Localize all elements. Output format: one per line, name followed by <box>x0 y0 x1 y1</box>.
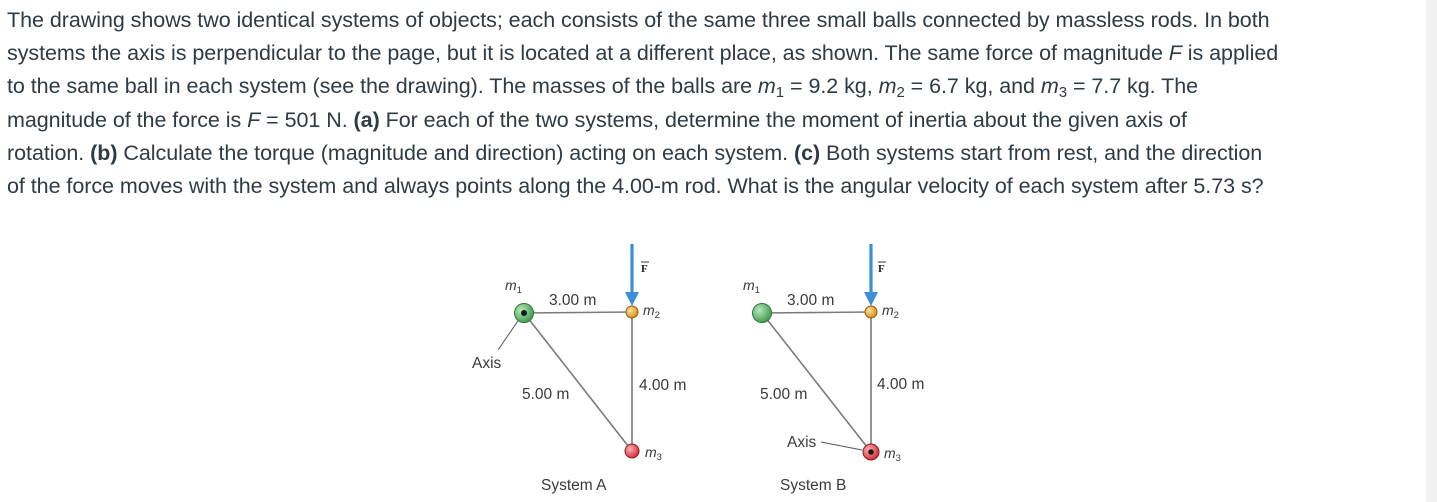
system-b-caption: System B <box>780 477 847 494</box>
text-run: is applied <box>1181 41 1279 66</box>
force-label: F <box>641 263 648 275</box>
text-run: = 6.7 kg, and <box>904 74 1041 99</box>
text-run: = 7.7 kg. The <box>1067 74 1199 99</box>
mass-label-m1: $m_1$ <box>743 277 760 296</box>
axis-pointer <box>821 442 862 450</box>
force-label: F <box>878 263 885 275</box>
dim-label-vertical: 4.00 m <box>639 377 687 394</box>
system-b-diagram <box>743 244 924 494</box>
ball-m2 <box>626 306 638 318</box>
ball-m3 <box>625 444 639 458</box>
mass-symbol: m <box>1040 74 1059 99</box>
text-run: systems the axis is perpendicular to the page, but it is located at a different place, as shown. The same force of magnitude <box>7 41 1169 66</box>
force-symbol: F <box>247 107 261 132</box>
mass-symbol: m <box>878 74 897 99</box>
mass-label-m2: $m_2$ <box>643 302 660 321</box>
text-run: For each of the two systems, determine the moment of inertia about the given axis of <box>379 107 1187 132</box>
text-run: Calculate the torque (magnitude and direction) acting on each system. <box>117 140 794 165</box>
part-a-label: (a) <box>353 107 380 132</box>
mass-label-m3: $m_3$ <box>884 445 901 464</box>
mass-label-m1: $m_1$ <box>505 277 522 296</box>
axis-pointer <box>498 318 520 350</box>
text-run: of the force moves with the system and always points along the 4.00-m rod. What is the angular velocity of each system after 5.73 s? <box>7 174 1264 199</box>
part-b-label: (b) <box>90 140 118 165</box>
mass-subscript: 3 <box>1058 84 1068 102</box>
rod-top <box>524 312 632 313</box>
dim-label-top: 3.00 m <box>549 292 597 309</box>
ball-m1 <box>753 304 772 323</box>
force-arrow <box>625 244 639 306</box>
system-a-diagram <box>472 244 686 494</box>
text-run: magnitude of the force is <box>7 107 248 132</box>
text-run: = 9.2 kg, <box>784 74 879 99</box>
part-c-label: (c) <box>793 140 821 165</box>
force-symbol: F <box>1168 41 1182 66</box>
ball-m3 <box>863 444 879 460</box>
ball-m1 <box>515 304 534 323</box>
mass-subscript: 2 <box>896 84 905 102</box>
force-arrow <box>864 244 878 306</box>
axis-label: Axis <box>787 434 817 451</box>
dim-label-diagonal: 5.00 m <box>760 386 808 403</box>
text-run: The drawing shows two identical systems of objects; each consists of the same three small balls connected by massless rods. In both <box>7 8 1270 32</box>
rod-top <box>762 312 871 313</box>
ball-m2 <box>865 306 877 318</box>
text-run: to the same ball in each system (see the drawing). The masses of the balls are <box>7 74 758 99</box>
axis-label: Axis <box>472 355 502 372</box>
text-run: rotation. <box>7 140 91 165</box>
dim-label-top: 3.00 m <box>787 292 835 309</box>
dim-label-vertical: 4.00 m <box>877 376 925 393</box>
dim-label-diagonal: 5.00 m <box>522 386 570 403</box>
mass-label-m2: $m_2$ <box>882 302 899 321</box>
mass-subscript: 1 <box>775 84 785 102</box>
system-a-caption: System A <box>541 477 607 494</box>
text-run: = 501 N. <box>260 107 354 132</box>
text-run: Both systems start from rest, and the direction <box>820 140 1263 165</box>
mass-label-m3: $m_3$ <box>645 444 662 463</box>
rod-diagonal <box>524 313 632 451</box>
mass-symbol: m <box>757 74 776 99</box>
rod-diagonal <box>762 313 871 452</box>
